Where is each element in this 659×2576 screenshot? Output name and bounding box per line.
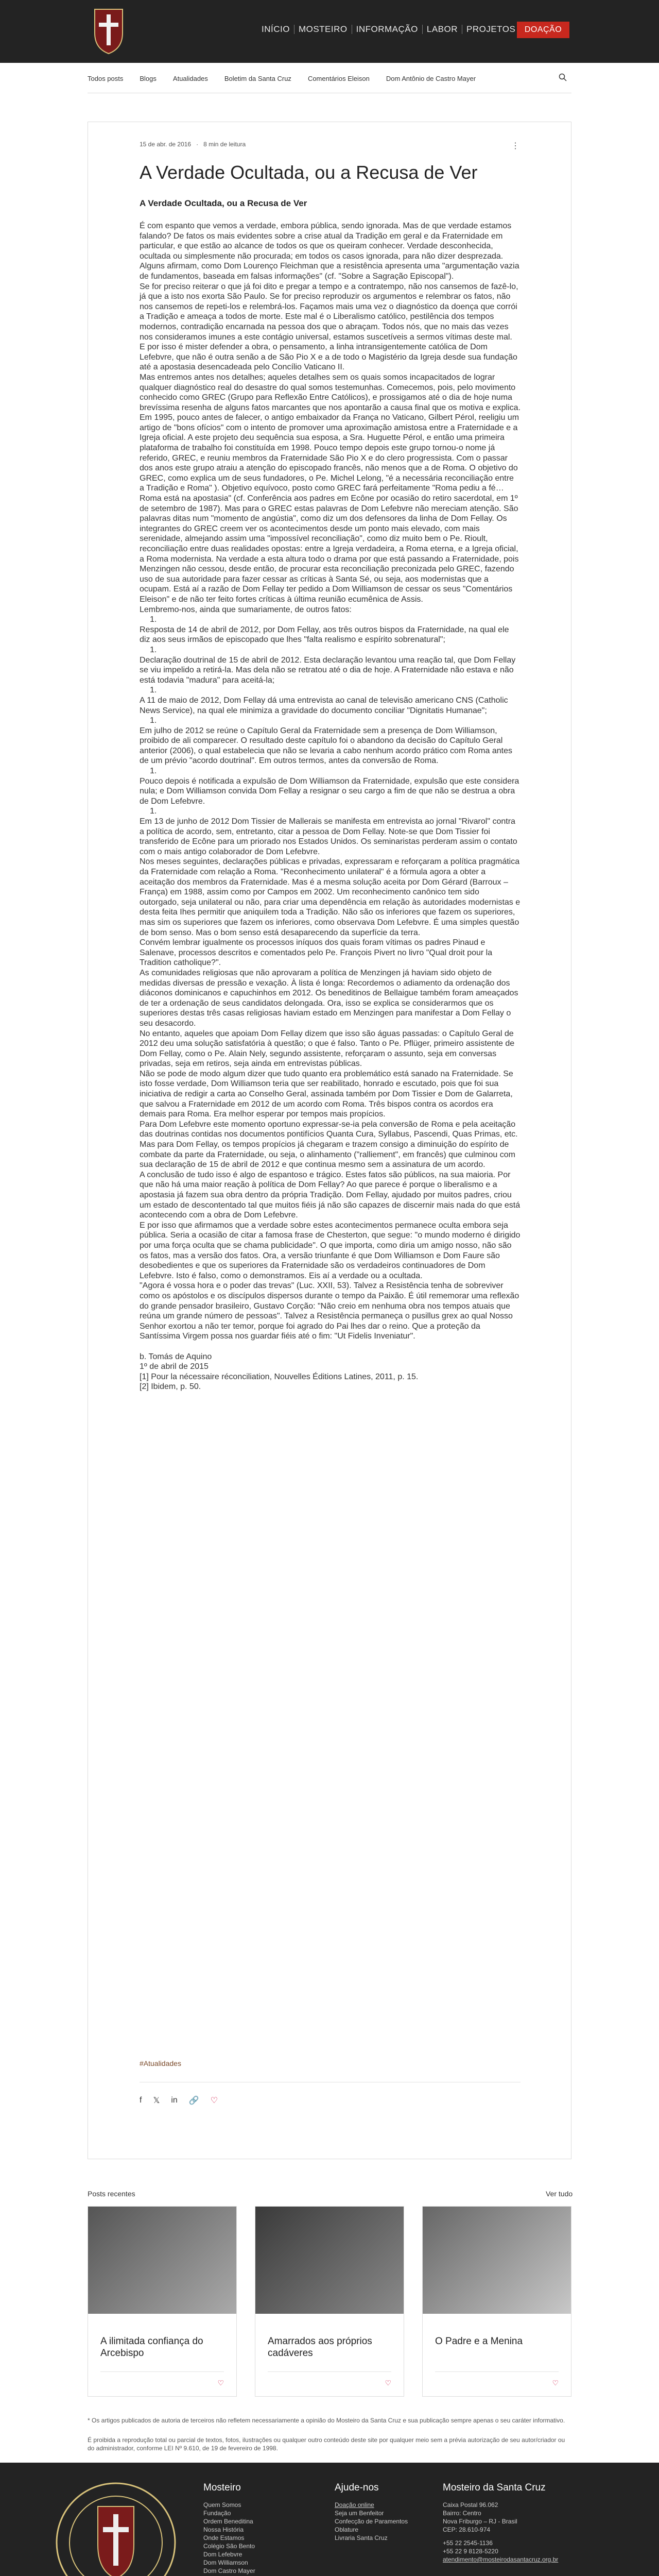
- paragraph: Para Dom Lefebvre este momento oportuno expressar-se-ia pela conversão de Roma e pela aceitação das doutrinas contidas nos documentos pontifícios Quanta Cura, Syllabus, Pascendi, Quas Primas, etc. Mas para Dom Fellay, os tempos propícios já chegaram e trazem consigo a diminuição do espírito de combate da parte da Fraternidade, ou seja, o alinhamento ("ralliement", em francês) que culminou com sua declaração de 15 de abril de 2012 e que continua mesmo sem a assinatura de um acordo.: [140, 1120, 518, 1170]
- paragraph: Alguns afirmam, como Dom Lourenço Fleichman que a resistência apresenta uma "argumentação vazia de fundamentos, baseada em falsas informações" (cf. "Sobre a Sagração Episcopal").: [140, 262, 519, 281]
- nav-item-labor[interactable]: LABOR: [423, 25, 462, 34]
- paragraph: E por isso que afirmamos que a verdade sobre estes acontecimentos permanece oculta embora seja pública. Seria a ocasião de citar a famosa frase de Chesterton, que segue: "o mundo moderno é dirigido por uma força oculta que se chama publicidade". O que importa, como diria um amigo nosso, não são os fatos, mas a versão dos fatos. Ora, a versão triunfante é que Dom Williamson e Dom Faure são desobedientes e que os superiores da Fraternidade são os verdadeiros continuadores de Dom Lefebvre. Isto é falso, como o demonstramos. Eis aí a verdade ou a ocultada.: [140, 1221, 521, 1280]
- phone-number[interactable]: +55 22 9 8128-5220: [443, 2548, 498, 2555]
- paragraph: Convém lembrar igualmente os processos iníquos dos quais foram vítimas os padres Pinaud e Salenave, processos descritos e comentados pelo Pe. François Pivert no livro "Qual droit pour la Tradition catholique?".: [140, 938, 493, 968]
- footer-link[interactable]: Oblature: [335, 2526, 359, 2533]
- divider: [100, 2371, 224, 2372]
- footer-link[interactable]: Ordem Beneditina: [203, 2518, 253, 2525]
- footer-link[interactable]: Quem Somos: [203, 2501, 241, 2509]
- footer-heading: Ajude-nos: [335, 2482, 379, 2493]
- list-number: 1.: [150, 686, 157, 695]
- facebook-icon[interactable]: f: [140, 2096, 142, 2105]
- address-line: Bairro: Centro: [443, 2510, 481, 2517]
- paragraph: Declaração doutrinal de 15 de abril de 2012. Esta declaração levantou uma reação tal, que Dom Fellay se viu impelido a retirá-la. Mas dela não se retratou até o dia de hoje. A Fraternidade não estava e não está todavia "madura" para aceitá-la;: [140, 655, 516, 685]
- recent-post-title[interactable]: A ilimitada confiança do Arcebispo: [100, 2336, 203, 2359]
- footer-link[interactable]: Doação online: [335, 2501, 374, 2509]
- footer-link[interactable]: Dom Castro Mayer: [203, 2567, 255, 2574]
- paragraph: A conclusão de tudo isso é algo de espantoso e trágico. Estes fatos são públicos, na sua maioria. Por que não há uma maior reação à política de Dom Fellay? Ao que parece é porque o liberalismo e a apostasia já fazem sua obra dentro da própria Tradição. Dom Fellay, ajudado por muitos padres, criou um estado de descontentado tal que muitos fiéis já não são capazes de discernir mais nada do que está acontecendo com a obra de Dom Lefebvre.: [140, 1170, 521, 1220]
- paragraph: Nos meses seguintes, declarações públicas e privadas, expressaram e reforçaram a política pragmática da Fraternidade com relação a Roma. "Reconhecimento unilateral" é a fórmula agora a obter a aceitação dos membros da Fraternidade. Mas é a mesma solução aceita por Dom Gérard (Barroux – França) em 1988, assim como por Campos em 2002. Um reconhecimento canônico tem sido outorgado, seja unilateral ou não, para criar uma dependência em relação às autoridades modernistas e desta feita Ihes permitir que aniquilem toda a Tradição. Não são os inferiores que fazem os superiores, mas sim os superiores que fazem os inferiores, como observava Dom Lefebvre. É uma simples questão de bom senso. Mas o bom senso está desaparecendo da superfície da terra.: [140, 857, 521, 937]
- footer-link[interactable]: Livraria Santa Cruz: [335, 2534, 388, 2541]
- heart-icon[interactable]: ♡: [210, 2096, 218, 2105]
- post-signature: b. Tomás de Aquino: [140, 1352, 212, 1361]
- site-header: [0, 0, 659, 63]
- category-blogs[interactable]: Blogs: [140, 74, 157, 82]
- donate-button[interactable]: DOAÇÃO: [517, 22, 569, 38]
- footer-link[interactable]: Confecção de Paramentos: [335, 2518, 408, 2525]
- read-time: 8 min de leitura: [203, 141, 246, 148]
- paragraph: Lembremo-nos, ainda que sumariamente, de outros fatos:: [140, 605, 352, 614]
- divider: [268, 2371, 391, 2372]
- heart-icon[interactable]: ♡: [217, 2379, 224, 2387]
- footer-heading: Mosteiro da Santa Cruz: [443, 2482, 546, 2493]
- footer-link[interactable]: Colégio São Bento: [203, 2543, 255, 2550]
- linkedin-icon[interactable]: in: [171, 2096, 178, 2105]
- copyright-note: É proibida a reprodução total ou parcial de textos, fotos, ilustrações ou qualquer outro conteúdo deste site por qualquer meio sem a prévia autorização de seu autor/criador ou do administrador, conforme LEI Nº 9.610, de 19 de fevereiro de 1998.: [88, 2436, 565, 2452]
- recent-post-card[interactable]: [255, 2206, 404, 2397]
- list-number: 1.: [150, 716, 157, 725]
- nav-item-informacao[interactable]: INFORMAÇÃO: [352, 25, 423, 34]
- footer-link[interactable]: Seja um Benfeitor: [335, 2510, 384, 2517]
- heart-icon[interactable]: ♡: [385, 2379, 391, 2387]
- footnote[interactable]: [1] Pour la nécessaire réconciliation, Nouvelles Éditions Latines, 2011, p. 15.: [140, 1372, 419, 1381]
- phone-number[interactable]: +55 22 2545-1136: [443, 2539, 493, 2547]
- more-options-icon[interactable]: ⋮: [511, 142, 519, 150]
- blog-categories: [88, 71, 571, 86]
- list-number: 1.: [150, 615, 157, 624]
- post-thumbnail: [423, 2207, 571, 2314]
- monastery-logo[interactable]: [92, 7, 126, 55]
- category-atualidades[interactable]: Atualidades: [172, 74, 208, 82]
- spacer: [443, 2534, 558, 2539]
- paragraph: Em 13 de junho de 2012 Dom Tissier de Mallerais se manifesta em entrevista ao jornal "Rivarol" contra a política de acordo, sem, entretanto, citar a pessoa de Dom Fellay. Note-se que Dom Tissier foi transferido de Ecône para um priorado nos Estados Unidos. Os seminaristas perderam assim o contato com o mais antigo colaborador de Dom Lefebvre.: [140, 817, 517, 856]
- address-line: Caixa Postal 96.062: [443, 2501, 498, 2509]
- heart-icon[interactable]: ♡: [552, 2379, 559, 2387]
- paragraph: É com espanto que vemos a verdade, embora pública, sendo ignorada. Mas de que verdade estamos falando? De fatos os mais evidentes sobre a crise atual da Tradição em geral e da Fraternidade em particular, e que estão ao alcance de todos os que os queiram conhecer. Verdade desconhecida, ocultada ou simplesmente não procurada; em todos os casos ignorada, para não dizer desprezada.: [140, 222, 512, 261]
- footer-col-mosteiro: [203, 2482, 266, 2576]
- footer-col-ajude: [335, 2482, 408, 2542]
- paragraph: Resposta de 14 de abril de 2012, por Dom Fellay, aos três outros bispos da Fraternidade, na qual ele diz aos seus irmãos de episcopado que lhes "falta realismo e espírito sobrenatural";: [140, 625, 509, 645]
- footer-link[interactable]: Onde Estamos: [203, 2534, 245, 2541]
- nav-item-inicio[interactable]: INÍCIO: [257, 25, 294, 34]
- footer-link[interactable]: Fundação: [203, 2510, 231, 2517]
- x-twitter-icon[interactable]: 𝕏: [153, 2096, 160, 2105]
- list-number: 1.: [150, 767, 157, 776]
- post-date: 15 de abr. de 2016: [140, 141, 192, 148]
- email-link[interactable]: atendimento@mosteirodasantacruz.org.br: [443, 2556, 559, 2563]
- recent-post-card[interactable]: [88, 2206, 237, 2397]
- post-thumbnail: [255, 2207, 404, 2314]
- paragraph: Em julho de 2012 se reúne o Capítulo Geral da Fraternidade sem a presença de Dom Williamson, proibido de ali comparecer. O resultado deste capítulo foi o abandono da decisão do Capítulo Geral anterior (2006), o qual estabelecia que não se levaria a cabo nenhum acordo prático com Roma antes de um prévio "acordo doutrinal". Em outros termos, antes da conversão de Roma.: [140, 726, 512, 766]
- recent-post-card[interactable]: [422, 2206, 571, 2397]
- category-castro-mayer[interactable]: Dom Antônio de Castro Mayer: [386, 74, 476, 82]
- list-number: 1.: [150, 807, 157, 816]
- category-all[interactable]: Todos posts: [88, 74, 124, 82]
- category-comentarios[interactable]: Comentários Eleison: [307, 74, 370, 82]
- post-body: [140, 221, 521, 1392]
- footer-link[interactable]: Dom Lefebvre: [203, 2551, 242, 2558]
- monastery-emblem-icon: [51, 2478, 180, 2576]
- main-nav: [257, 25, 519, 34]
- paragraph: As comunidades religiosas que não aprovaram a política de Menzingen já haviam sido objeto de medidas diversas de pressão e vexação. À lista é longa: Recordemos o adiamento da ordenação dos diáconos dominicanos e capuchinhos em 2012. Os beneditinos de Bellaigue também foram ameaçados de ter a ordenação de seus candidatos delongada. Ora, isso se explica se considerarmos que os superiores destas três casas religiosas haviam estado em Menzingen para manifestar a Dom Fellay o seu desacordo.: [140, 968, 518, 1028]
- blog-post: [88, 122, 571, 2159]
- list-number: 1.: [150, 645, 157, 654]
- address-line: Nova Friburgo – RJ - Brasil: [443, 2518, 517, 2525]
- footnote[interactable]: [2] Ibidem, p. 50.: [140, 1382, 201, 1392]
- nav-item-mosteiro[interactable]: MOSTEIRO: [294, 25, 352, 34]
- share-bar: [140, 2095, 218, 2106]
- see-all-link[interactable]: Ver tudo: [546, 2190, 573, 2198]
- paragraph: Em 1995, pouco antes de falecer, o antigo embaixador da França no Vaticano, Gilbert Pérol, reeligiu um artigo de "bons ofícios" com o intento de promover uma aproximação amistosa entre a Fraternidade e a Igreja oficial. A este projeto deu sequência sua esposa, a Sra. Huguette Pérol, e então uma primeira plataforma de trabalho foi constituída em 1998. Pouco tempo depois este grupo tornou-o nome já referido, GREC, e reuniu membros da Fraternidade São Pio X e do clero progressista. Com o passar dos anos este grupo atraiu a atenção do episcopado francês, não menos que a de Roma. O objetivo do GREC, como explica um de seus fundadores, o Pe. Michel Lelong, "é a necessária reconciliação entre a Tradição e Roma" ). Objetivo equívoco, posto como GREC fará perfeitamente "Roma pediu a fé… Roma está na apostasia" (cf. Conferência aos padres em Ecône por ocasião do retiro sacerdotal, em 1º de setembro de 1987). Mas para o GREC estas palavras de Dom Lefebvre não mereciam atenção. São palavras ditas num "momento de angústia", como diz um dos defensores da linha de Dom Fellay. Os integrantes do GREC creem ver os acontecimentos desde um ponto mais elevado, com mais serenidade, almejando assim uma "impossível reconciliação", como diz muito bem o Pe. Rioult, reconciliação entre duas realidades opostas: entre a Igreja verdadeira, a Roma eterna, e a Igreja oficial, a Roma modernista. Na verdade a esta altura todo o drama por que está passando a Fraternidade, pois Menzingen não cessou, desde então, de procurar esta reconciliação preconizada pelo GREC, fazendo uso de sua autoridade para fazer cessar as críticas à Santa Sé, ou seja, aos modernistas que a ocupam. Está aí a razão de Dom Fellay ter pedido a Dom Williamson de cessar os seus "Comentários Eleison" e de não ter feito fortes críticas à última reunião ecumênica de Assis.: [140, 413, 519, 604]
- paragraph: Se for preciso reiterar o que já foi dito e pregar a tempo e a contratempo, não nos cansemos de fazê-lo, já que a isto nos exorta São Paulo. Se for preciso reproduzir os argumentos e relembrar os fatos, não nos cansemos de repeti-los e relembrá-los. Façamos mais uma vez o diagnóstico da doença que corrói a Tradição e ameaça a todos de morte. Este mal é o Liberalismo católico, pestilência dos tempos modernos, contradição encarnada na pessoa dos que o abraçam. Todos nós, que no mais das vezes nos consideramos imunes a este contágio universal, estamos suscetíveis a sermos vítimas deste mal.: [140, 282, 518, 342]
- divider: [435, 2371, 559, 2372]
- search-icon[interactable]: [558, 73, 567, 82]
- recent-posts-heading: Posts recentes: [88, 2190, 135, 2198]
- paragraph: No entanto, aqueles que apoiam Dom Fellay dizem que isso são águas passadas: o Capítulo Geral de 2012 deu uma solução satisfatória à questão; o que é falso. Tanto o Pe. Pflüger, primeiro assistente de Dom Fellay, como o Pe. Alain Nely, segundo assistente, reforçaram o assunto, seja em conversas privadas, seja em retiros, seja ainda em entrevistas públicas.: [140, 1029, 515, 1069]
- post-signed-date: 1º de abril de 2015: [140, 1362, 209, 1371]
- site-footer: [0, 2463, 659, 2576]
- paragraph: A 11 de maio de 2012, Dom Fellay dá uma entrevista ao canal de televisão americano CNS (Catholic News Service), na qual ele minimiza a gravidade do documento conciliar "Dignitatis Humanae";: [140, 696, 508, 715]
- recent-post-title[interactable]: Amarrados aos próprios cadáveres: [268, 2336, 372, 2359]
- footer-col-contact: [443, 2482, 558, 2564]
- category-boletim[interactable]: Boletim da Santa Cruz: [224, 74, 291, 82]
- paragraph: "Agora é vossa hora e o poder das trevas" (Luc. XXII, 53). Talvez a Resistência tenha de sobreviver como os apóstolos e os discípulos dispersos durante o tempo da Paixão. É útil rememorar uma reflexão do grande pensador brasileiro, Gustavo Corção: "Não creio em nenhuma obra nos tempos atuais que reúna um grande número de pessoas". Talvez a Resistência permaneça o pusillus grex ao qual Nosso Senhor exortou a não ter temor, porque foi agrado do Pai lhes dar o reino. Que a proteção da Santíssima Virgem possa nos guardar fiéis até o fim: "Ut Fidelis Inveniatur".: [140, 1281, 519, 1341]
- post-subtitle: A Verdade Ocultada, ou a Recusa de Ver: [140, 198, 307, 208]
- link-icon[interactable]: 🔗: [188, 2096, 199, 2105]
- post-tag[interactable]: #Atualidades: [140, 2059, 181, 2067]
- paragraph: E por isso é mister defender a obra, o pensamento, a linha intransigentemente católica de Dom Lefebvre, que não é outra senão a de São Pio X e a de todo o Magistério da Igreja desde sua fundação até a apostasia desencadeada pelo Concílio Vaticano II.: [140, 343, 517, 372]
- address-line: CEP: 28.610-974: [443, 2526, 491, 2533]
- recent-post-title[interactable]: O Padre e a Menina: [435, 2336, 523, 2347]
- nav-item-projetos[interactable]: PROJETOS: [466, 24, 516, 34]
- post-title: A Verdade Ocultada, ou a Recusa de Ver: [140, 162, 478, 183]
- post-thumbnail: [88, 2207, 236, 2314]
- footer-heading: Mosteiro: [203, 2482, 241, 2493]
- footer-link[interactable]: Nossa História: [203, 2526, 244, 2533]
- disclaimer-note: * Os artigos publicados de autoria de terceiros não refletem necessariamente a opinião do Mosteiro da Santa Cruz e sua publicação sempre apenas o seu caráter informativo.: [88, 2417, 565, 2424]
- paragraph: Não se pode de modo algum dizer que tudo quanto era problemático está sanado na Fraternidade. Se isto fosse verdade, Dom Williamson teria que ser reabilitado, honrado e escutado, pois que foi sua iniciativa de redigir a carta ao Conselho Geral, assinada também por Dom Tissier e Dom de Galarreta, que salvou a Fraternidade em 2012 de um acordo com Roma. Três bispos contra os acordos era demais para Roma. Era melhor esperar por tempos mais propícios.: [140, 1069, 513, 1119]
- footer-link[interactable]: Dom Williamson: [203, 2559, 248, 2566]
- post-meta: [140, 141, 246, 148]
- paragraph: Mas entremos antes nos detalhes; aqueles detalhes sem os quais somos incapacitados de lograr qualquer diagnóstico real do desastre do qual somos testemunhas. Comecemos, pois, pelo movimento conhecido como GREC (Grupo para Reflexão Entre Católicos), e prossigamos até o dia de hoje numa brevíssima resenha de alguns fatos marcantes que nos apontarão a causa final que os motiva e explica.: [140, 372, 521, 412]
- meta-separator: ·: [196, 141, 199, 148]
- spacer: [140, 1342, 521, 1352]
- paragraph: Pouco depois é notificada a expulsão de Dom Williamson da Fraternidade, expulsão que este considera nula; e Dom Williamson convida Dom Fellay a resignar o seu cargo a fim de que não se destrua a obra de Dom Lefebvre.: [140, 776, 519, 806]
